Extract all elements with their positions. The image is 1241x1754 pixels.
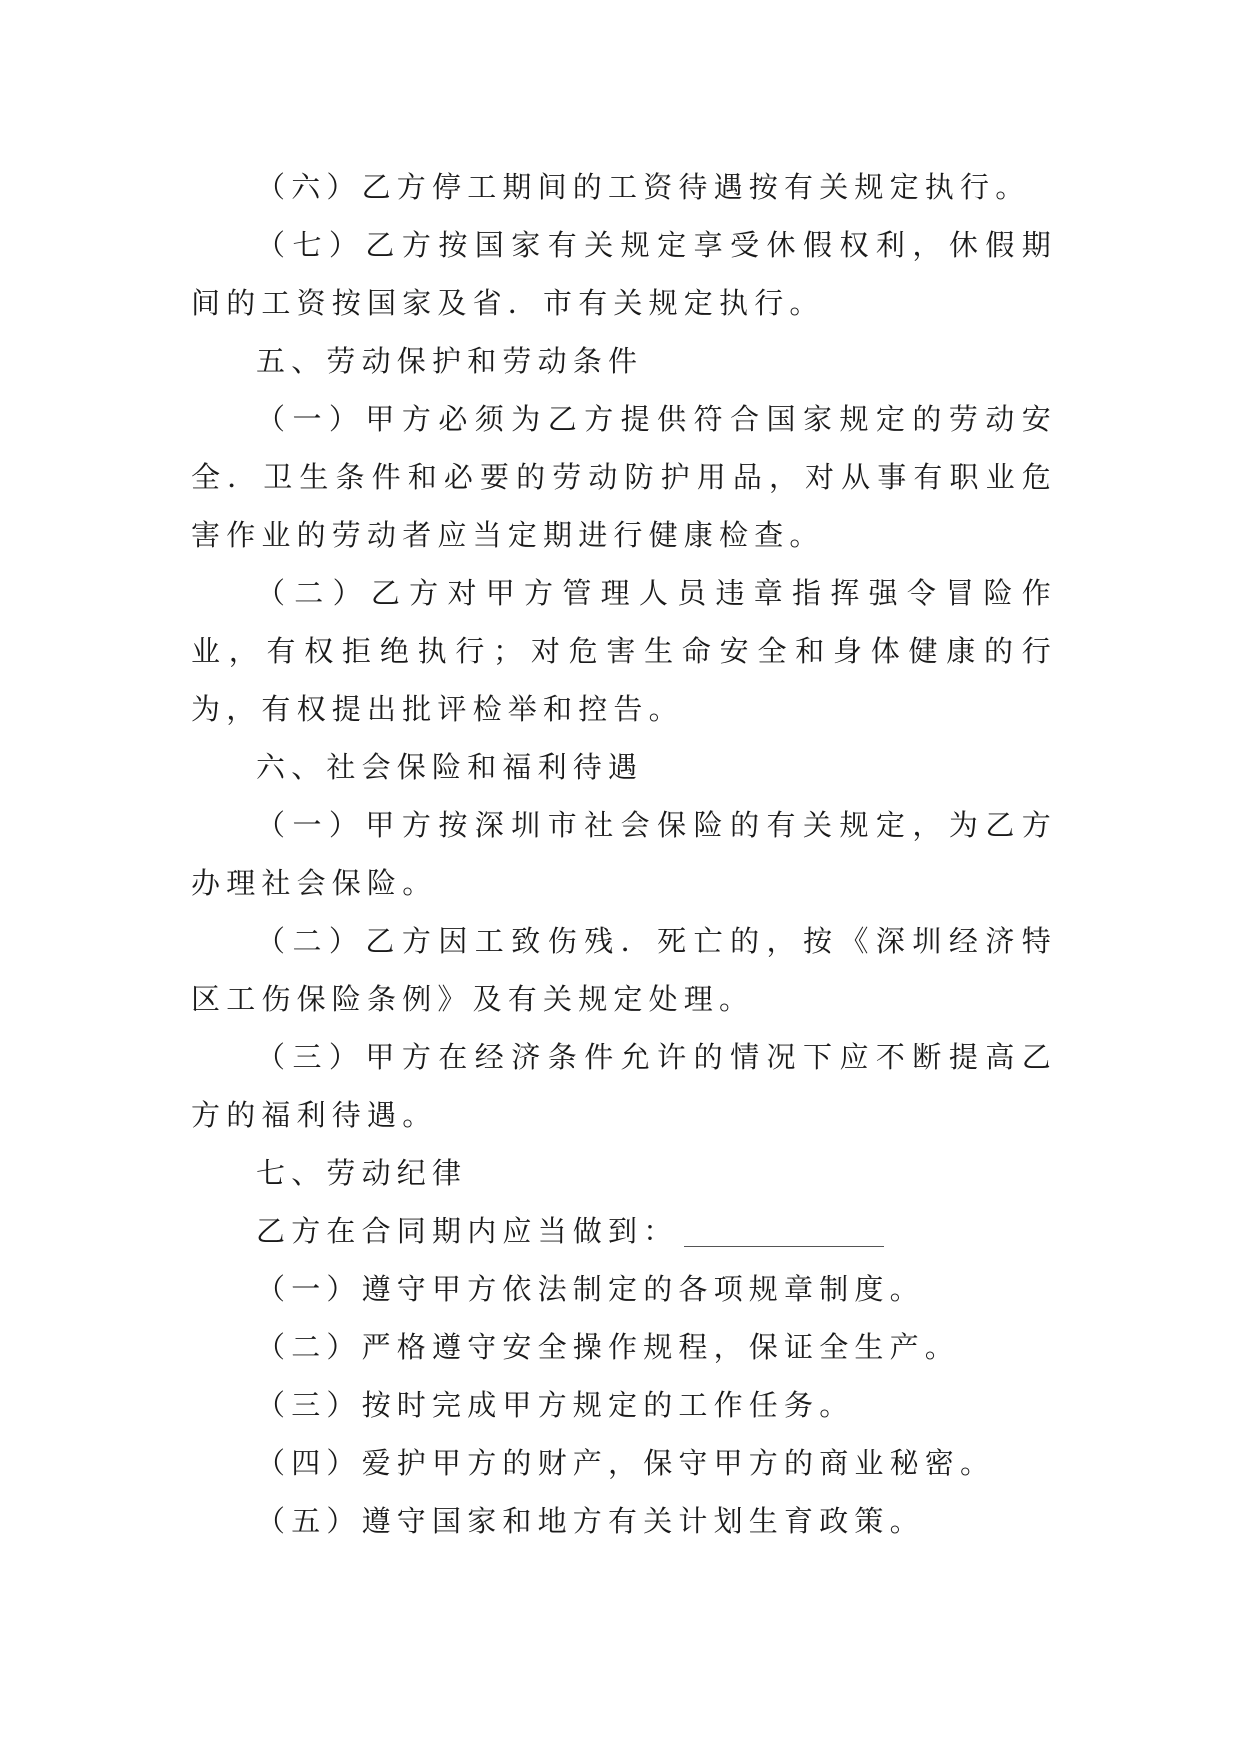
- clause-6-3-welfare: （三）甲方在经济条件允许的情况下应不断提高乙方的福利待遇。: [191, 1040, 1057, 1132]
- clause-5-1-safety-conditions: （一）甲方必须为乙方提供符合国家规定的劳动安全．卫生条件和必要的劳动防护用品，对从事有职业危害作业的劳动者应当定期进行健康检查。: [191, 402, 1057, 552]
- clause-7-3-tasks: （三）按时完成甲方规定的工作任务。: [256, 1388, 855, 1422]
- fill-in-blank-line: [684, 1216, 884, 1247]
- section-7-intro: [191, 1202, 1057, 1260]
- clause-4-7-vacation-rights: （七）乙方按国家有关规定享受休假权利，休假期间的工资按国家及省．市有关规定执行。: [191, 228, 1057, 320]
- section-7-intro-text: 乙方在合同期内应当做到：: [256, 1214, 679, 1248]
- section-6-heading: 六、社会保险和福利待遇: [256, 750, 644, 784]
- clause-7-2-safety-procedures: （二）严格遵守安全操作规程，保证全生产。: [256, 1330, 961, 1364]
- section-7-heading: 七、劳动纪律: [256, 1156, 468, 1190]
- clause-7-4-property-secrets: （四）爱护甲方的财产，保守甲方的商业秘密。: [256, 1446, 996, 1480]
- clause-5-2-right-to-refuse: （二）乙方对甲方管理人员违章指挥强令冒险作业，有权拒绝执行；对危害生命安全和身体健康的行为，有权提出批评检举和控告。: [191, 576, 1057, 726]
- clause-7-1-rules: （一）遵守甲方依法制定的各项规章制度。: [256, 1272, 925, 1306]
- clause-4-6-wage-during-suspension: （六）乙方停工期间的工资待遇按有关规定执行。: [256, 170, 1031, 204]
- clause-7-5-family-planning: （五）遵守国家和地方有关计划生育政策。: [256, 1504, 925, 1538]
- clause-6-1-social-insurance: （一）甲方按深圳市社会保险的有关规定，为乙方办理社会保险。: [191, 808, 1057, 900]
- document-body: [191, 158, 1057, 1550]
- section-5-heading: 五、劳动保护和劳动条件: [256, 344, 644, 378]
- clause-6-2-work-injury: （二）乙方因工致伤残．死亡的，按《深圳经济特区工伤保险条例》及有关规定处理。: [191, 924, 1057, 1016]
